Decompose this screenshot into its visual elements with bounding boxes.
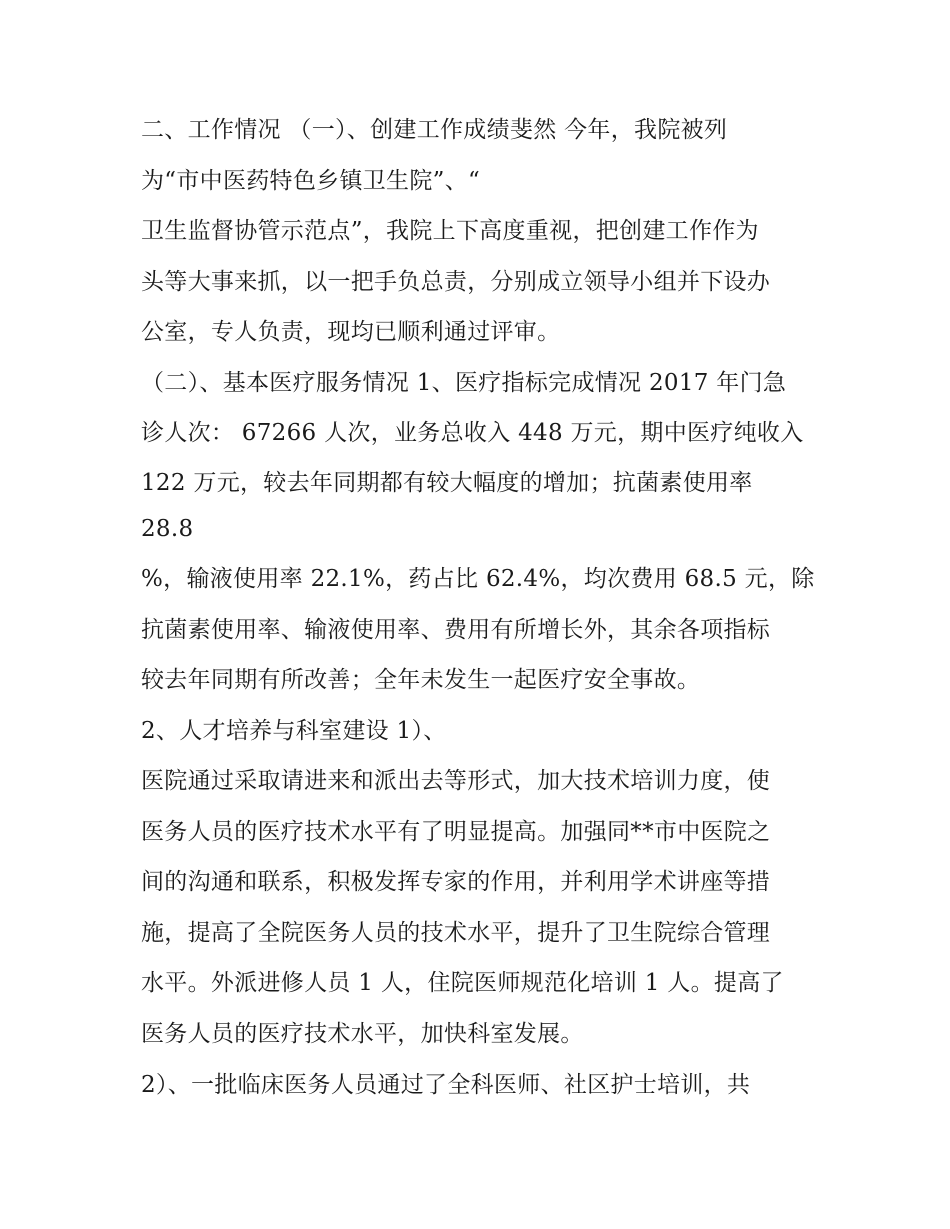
- text-line: 医务人员的医疗技术水平，加快科室发展。: [141, 1021, 584, 1047]
- text-line: 头等大事来抓，以一把手负总责，分别成立领导小组并下设办: [141, 269, 771, 295]
- text-line: 122 万元，较去年同期都有较大幅度的增加；抗菌素使用率: [141, 470, 753, 496]
- text-line: 抗菌素使用率、输液使用率、费用有所增长外，其余各项指标: [141, 617, 771, 643]
- text-line: （二）、基本医疗服务情况 1、医疗指标完成情况 2017 年门急: [141, 370, 787, 396]
- text-line: 2、人才培养与科室建设 1）、: [141, 718, 447, 744]
- text-line: 医务人员的医疗技术水平有了明显提高。加强同**市中医院之: [141, 819, 771, 845]
- text-line: 28.8: [141, 516, 194, 542]
- text-line: 较去年同期有所改善；全年未发生一起医疗安全事故。: [141, 667, 701, 693]
- text-line: 间的沟通和联系，积极发挥专家的作用，并利用学术讲座等措: [141, 869, 771, 895]
- text-line: 卫生监督协管示范点”，我院上下高度重视，把创建工作作为: [141, 218, 759, 244]
- text-line: 为“市中医药特色乡镇卫生院”、“: [141, 168, 481, 194]
- text-line: 医院通过采取请进来和派出去等形式，加大技术培训力度，使: [141, 768, 771, 794]
- text-line: 二、工作情况 （一）、创建工作成绩斐然 今年，我院被列: [141, 117, 728, 143]
- text-line: %，输液使用率 22.1%，药占比 62.4%，均次费用 68.5 元，除: [141, 566, 815, 592]
- text-line: 水平。外派进修人员 1 人，住院医师规范化培训 1 人。提高了: [141, 970, 784, 996]
- text-line: 施，提高了全院医务人员的技术水平，提升了卫生院综合管理: [141, 920, 771, 946]
- text-line: 诊人次： 67266 人次，业务总收入 448 万元，期中医疗纯收入: [141, 420, 804, 446]
- text-line: 2）、一批临床医务人员通过了全科医师、社区护士培训，共: [141, 1072, 751, 1098]
- text-line: 公室，专人负责，现均已顺利通过评审。: [141, 319, 561, 345]
